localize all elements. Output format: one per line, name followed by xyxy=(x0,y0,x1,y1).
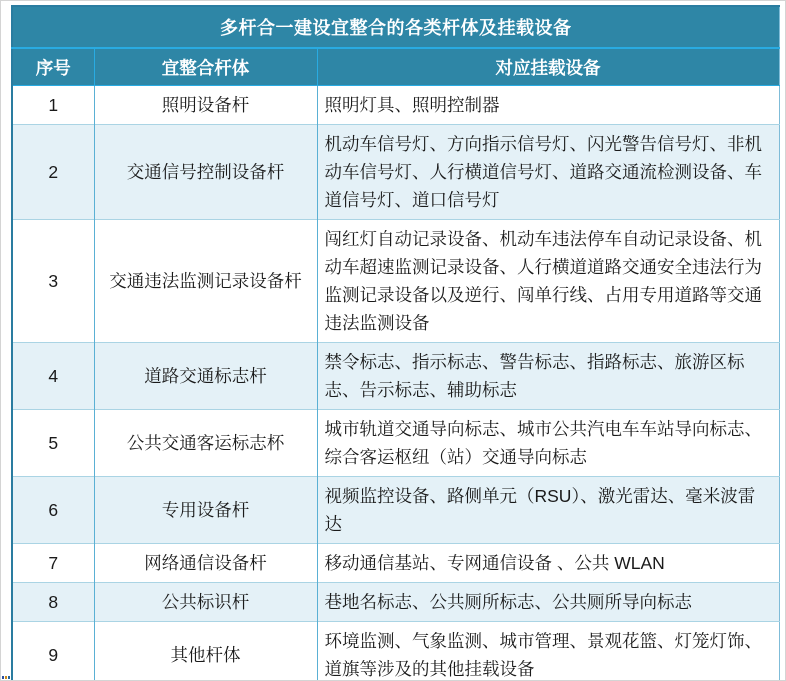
row-pole: 其他杆体 xyxy=(94,622,317,681)
row-pole: 网络通信设备杆 xyxy=(94,544,317,583)
row-pole: 道路交通标志杆 xyxy=(94,343,317,410)
table-title: 多杆合一建设宜整合的各类杆体及挂载设备 xyxy=(12,6,779,48)
row-pole: 交通违法监测记录设备杆 xyxy=(94,220,317,343)
table-row xyxy=(12,343,779,410)
row-seq: 5 xyxy=(12,410,94,477)
row-pole: 照明设备杆 xyxy=(94,86,317,125)
table-row xyxy=(12,544,779,583)
row-devices: 环境监测、气象监测、城市管理、景观花篮、灯笼灯饰、道旗等涉及的其他挂载设备 xyxy=(317,622,779,681)
table-row xyxy=(12,220,779,343)
row-pole: 交通信号控制设备杆 xyxy=(94,125,317,220)
table-row xyxy=(12,477,779,544)
row-devices: 移动通信基站、专网通信设备 、公共 WLAN xyxy=(317,544,779,583)
column-header-seq: 序号 xyxy=(12,48,94,86)
row-seq: 6 xyxy=(12,477,94,544)
table-body xyxy=(12,86,779,681)
title-row xyxy=(12,6,779,48)
row-devices: 城市轨道交通导向标志、城市公共汽电车车站导向标志、综合客运枢纽（站）交通导向标志 xyxy=(317,410,779,477)
row-seq: 8 xyxy=(12,583,94,622)
row-devices: 视频监控设备、路侧单元（RSU）、激光雷达、毫米波雷达 xyxy=(317,477,779,544)
row-seq: 4 xyxy=(12,343,94,410)
row-devices: 照明灯具、照明控制器 xyxy=(317,86,779,125)
row-devices: 机动车信号灯、方向指示信号灯、闪光警告信号灯、非机动车信号灯、人行横道信号灯、道路交通流检测设备、车道信号灯、道口信号灯 xyxy=(317,125,779,220)
bottom-left-artifact xyxy=(2,676,10,679)
table-row xyxy=(12,583,779,622)
row-devices: 巷地名标志、公共厕所标志、公共厕所导向标志 xyxy=(317,583,779,622)
row-pole: 专用设备杆 xyxy=(94,477,317,544)
table-row xyxy=(12,86,779,125)
column-header-pole: 宜整合杆体 xyxy=(94,48,317,86)
table-row xyxy=(12,125,779,220)
pole-integration-table xyxy=(11,5,780,681)
column-header-devices: 对应挂载设备 xyxy=(317,48,779,86)
table-row xyxy=(12,622,779,681)
row-seq: 3 xyxy=(12,220,94,343)
row-seq: 2 xyxy=(12,125,94,220)
row-seq: 9 xyxy=(12,622,94,681)
table-row xyxy=(12,410,779,477)
row-seq: 1 xyxy=(48,95,59,115)
column-header-row xyxy=(12,48,779,86)
row-devices: 禁令标志、指示标志、警告标志、指路标志、旅游区标志、告示标志、辅助标志 xyxy=(317,343,779,410)
row-pole: 公共标识杆 xyxy=(94,583,317,622)
row-seq: 7 xyxy=(12,544,94,583)
row-pole: 公共交通客运标志杯 xyxy=(94,410,317,477)
row-devices: 闯红灯自动记录设备、机动车违法停车自动记录设备、机动车超速监测记录设备、人行横道道路交通安全违法行为监测记录设备以及逆行、闯单行线、占用专用道路等交通违法监测设备 xyxy=(317,220,779,343)
